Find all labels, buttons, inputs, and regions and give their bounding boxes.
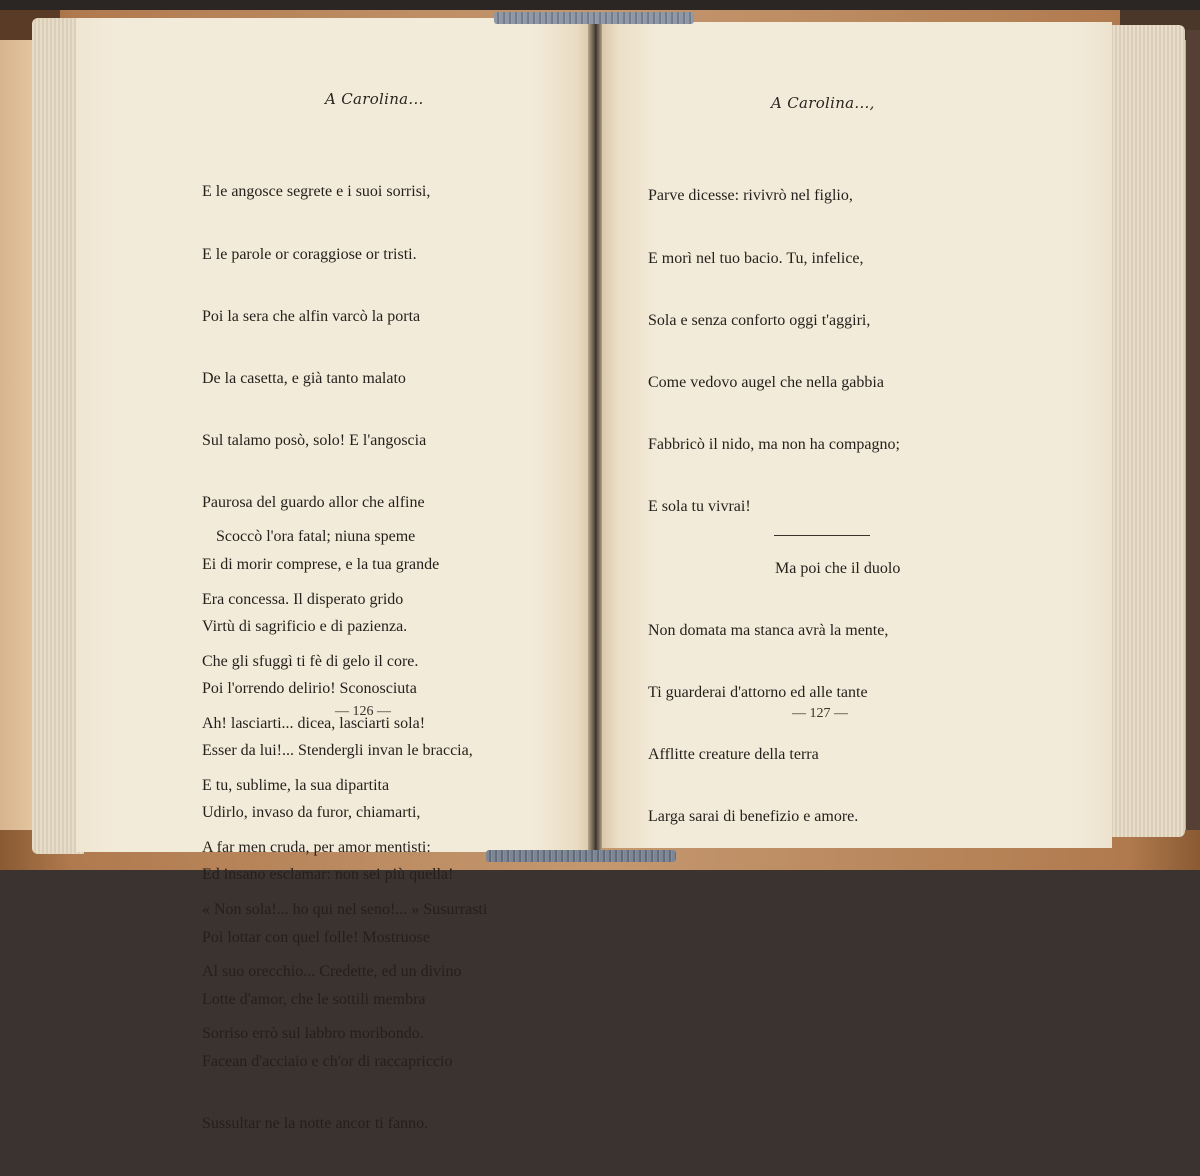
poem-line: Afflitte creature della terra (648, 746, 819, 764)
poem-line: Parve dicesse: rivivrò nel figlio, (648, 187, 853, 205)
poem-line: Sussultar ne la notte ancor ti fanno. (202, 1114, 429, 1132)
poem-line: E le parole or coraggiose or tristi. (202, 245, 417, 263)
poem-line: Poi la sera che alfin varcò la porta (202, 307, 421, 325)
poem-line: De la casetta, e già tanto malato (202, 369, 406, 387)
poem-line: E morì nel tuo bacio. Tu, infelice, (648, 249, 864, 267)
right-page-stack (1105, 25, 1185, 837)
poem-line: Al suo orecchio... Credette, ed un divino (202, 963, 462, 981)
poem-line: Sola e senza conforto oggi t'aggiri, (648, 311, 871, 329)
left-running-head: A Carolina... (325, 90, 424, 108)
poem-line: Non domata ma stanca avrà la mente, (648, 622, 889, 640)
poem-line: Lotte d'amor, che le sottili membra (202, 990, 426, 1008)
poem-line: Ti guarderai d'attorno ed alle tante (648, 684, 868, 702)
poem-line: Fabbricò il nido, ma non ha compagno; (648, 435, 900, 453)
poem-line: Esser da lui!... Stendergli invan le braccia, (202, 742, 473, 760)
poem-line: E sola tu vivrai! (648, 497, 751, 515)
poem-line: Ah! lasciarti... dicea, lasciarti sola! (202, 714, 426, 732)
spine-headband-top (494, 12, 694, 24)
poem-line: « Non sola!... ho qui nel seno!... » Susurrasti (202, 900, 488, 918)
poem-line: Scoccò l'ora fatal; niuna speme (216, 528, 416, 546)
right-poem (648, 145, 900, 869)
poem-line: Poi l'orrendo delirio! Sconosciuta (202, 680, 417, 698)
book-gutter (588, 14, 602, 860)
poem-line: Poi lottar con quel folle! Mostruose (202, 928, 430, 946)
poem-line: Paurosa del guardo allor che alfine (202, 493, 425, 511)
poem-line: Ma poi che il duolo (775, 559, 901, 577)
poem-line: Larga sarai di benefizio e amore. (648, 808, 859, 826)
poem-line: E tu, sublime, la sua dipartita (202, 776, 390, 794)
poem-line: Ed insano esclamar: non sei più quella! (202, 866, 454, 884)
poem-line: E le angosce segrete e i suoi sorrisi, (202, 183, 431, 201)
right-page-number: — 127 — (792, 706, 848, 721)
poem-line: Come vedovo augel che nella gabbia (648, 373, 884, 391)
poem-line: Era concessa. Il disperato grido (202, 590, 404, 608)
left-page-number: — 126 — (335, 704, 391, 719)
section-divider-rule (774, 535, 870, 536)
poem-line: Virtù di sagrificio e di pazienza. (202, 618, 408, 636)
poem-line: Sorriso errò sul labbro moribondo. (202, 1025, 424, 1043)
left-poem-stanza-2 (202, 486, 487, 1086)
poem-line: A far men cruda, per amor mentisti: (202, 838, 431, 856)
background-right-edge (1186, 30, 1200, 830)
poem-line: Che gli sfuggì ti fè di gelo il core. (202, 652, 419, 670)
poem-line: Ei di morir comprese, e la tua grande (202, 555, 440, 573)
poem-line: Facean d'acciaio e ch'or di raccapriccio (202, 1052, 453, 1070)
right-running-head: A Carolina..., (771, 94, 875, 112)
poem-line: Sul talamo posò, solo! E l'angoscia (202, 431, 427, 449)
poem-line: Udirlo, invaso da furor, chiamarti, (202, 804, 421, 822)
